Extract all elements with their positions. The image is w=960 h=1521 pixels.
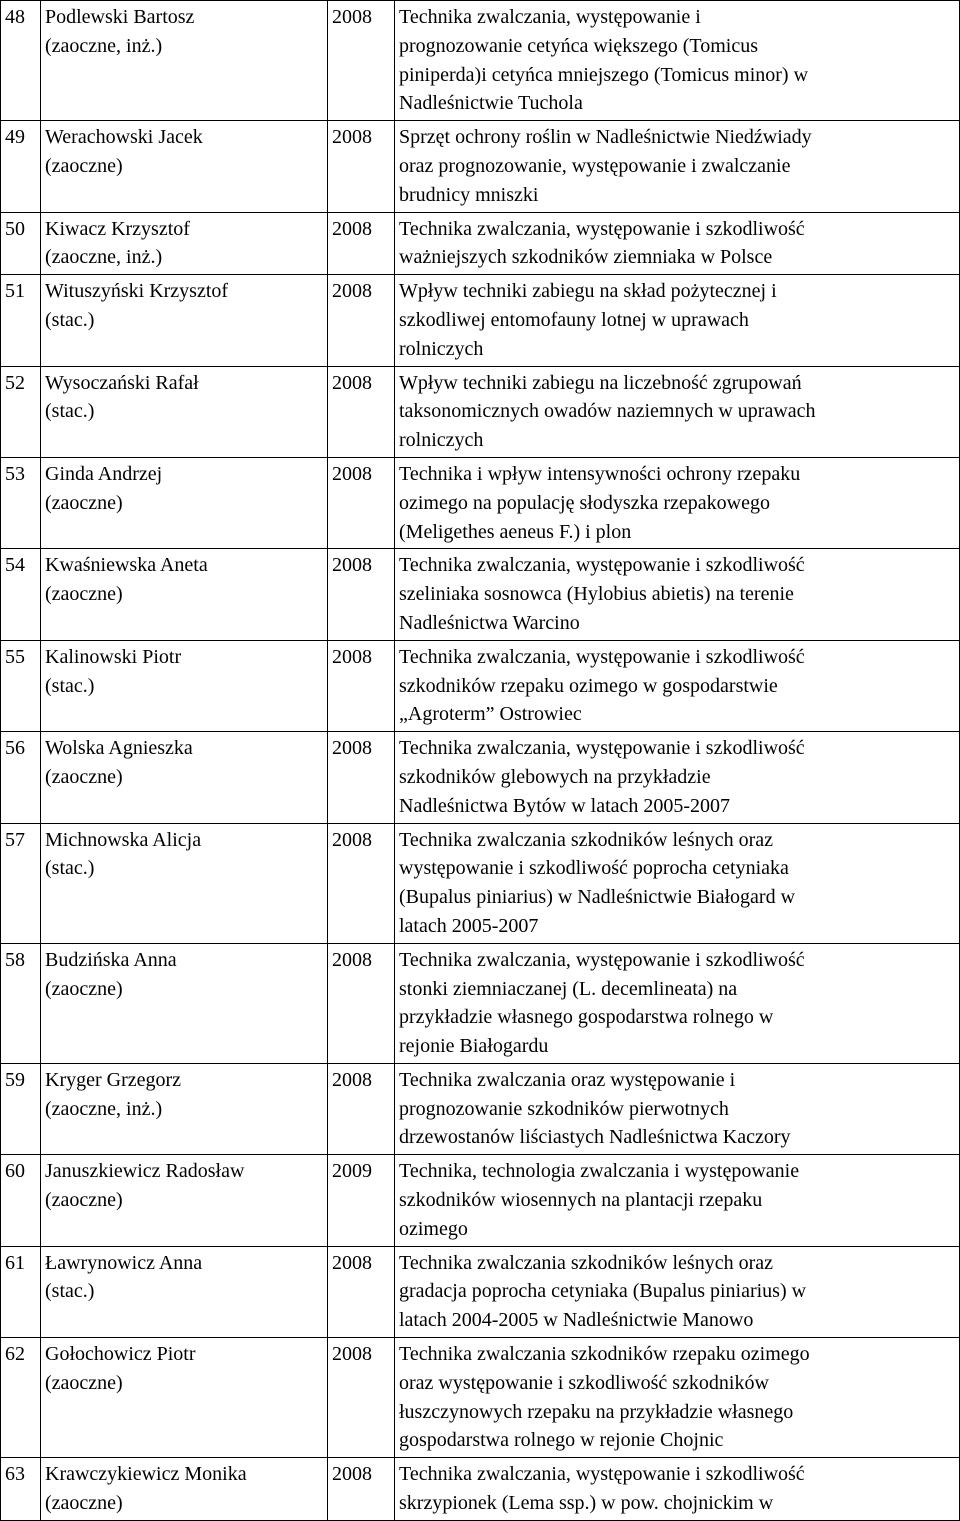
thesis-title-line: szeliniaka sosnowca (Hylobius abietis) na terenie <box>399 583 794 606</box>
study-mode: (zaoczne) <box>45 1189 123 1212</box>
study-mode: (zaoczne) <box>45 154 123 177</box>
row-number: 58 <box>1 943 41 1063</box>
thesis-title-line: występowanie i szkodliwość poprocha cetyniaka <box>399 857 789 880</box>
row-number: 57 <box>1 823 41 943</box>
row-number: 62 <box>1 1338 41 1458</box>
thesis-title-line: szkodliwej entomofauny lotnej w uprawach <box>399 308 749 331</box>
row-number: 61 <box>1 1246 41 1337</box>
table-row <box>1 549 960 640</box>
study-mode: (stac.) <box>45 308 95 331</box>
thesis-title-line: Technika zwalczania szkodników leśnych oraz <box>399 828 773 851</box>
student-cell <box>41 732 328 823</box>
year-cell: 2008 <box>328 1063 395 1154</box>
row-number: 59 <box>1 1063 41 1154</box>
thesis-title-line: Nadleśnictwa Warcino <box>399 611 580 634</box>
thesis-title <box>395 457 960 548</box>
student-cell <box>41 640 328 731</box>
thesis-title <box>395 366 960 457</box>
study-mode: (zaoczne, inż.) <box>45 246 163 269</box>
student-cell <box>41 549 328 640</box>
year-cell: 2008 <box>328 943 395 1063</box>
table-row <box>1 1246 960 1337</box>
thesis-title-line: łuszczynowych rzepaku na przykładzie własnego <box>399 1400 794 1423</box>
thesis-title-line: skrzypionek (Lema ssp.) w pow. chojnickim w <box>399 1492 774 1515</box>
thesis-title-line: latach 2005-2007 <box>399 914 539 937</box>
table-row <box>1 640 960 731</box>
study-mode: (stac.) <box>45 400 95 423</box>
year-cell: 2008 <box>328 549 395 640</box>
row-number: 49 <box>1 121 41 212</box>
year-cell: 2008 <box>328 823 395 943</box>
thesis-title-line: (Meligethes aeneus F.) i plon <box>399 520 632 543</box>
thesis-title-line: Technika zwalczania, występowanie i szkodliwość <box>399 737 805 760</box>
thesis-title <box>395 121 960 212</box>
thesis-title-line: drzewostanów liściastych Nadleśnictwa Kaczory <box>399 1126 791 1149</box>
year-cell: 2009 <box>328 1155 395 1246</box>
year-cell: 2008 <box>328 366 395 457</box>
table-row <box>1 121 960 212</box>
thesis-title-line: prognozowanie cetyńca większego (Tomicus <box>399 34 759 57</box>
table-row <box>1 1155 960 1246</box>
thesis-title-line: Technika zwalczania szkodników rzepaku ozimego <box>399 1343 810 1366</box>
student-name: Podlewski Bartosz <box>45 6 195 28</box>
student-cell <box>41 275 328 366</box>
thesis-title <box>395 1458 960 1521</box>
student-cell <box>41 823 328 943</box>
thesis-title-line: Nadleśnictwie Tuchola <box>399 92 583 115</box>
thesis-title-line: przykładzie własnego gospodarstwa rolnego w <box>399 1006 774 1029</box>
thesis-title-line: Technika zwalczania szkodników leśnych oraz <box>399 1251 773 1274</box>
student-name: Kwaśniewska Aneta <box>45 554 208 577</box>
table-row <box>1 943 960 1063</box>
thesis-title-line: Technika zwalczania, występowanie i szkodliwość <box>399 948 805 971</box>
student-cell <box>41 1063 328 1154</box>
student-cell <box>41 212 328 275</box>
study-mode: (stac.) <box>45 1280 95 1303</box>
thesis-title-line: Technika zwalczania oraz występowanie i <box>399 1068 736 1091</box>
thesis-title-line: piniperda)i cetyńca mniejszego (Tomicus minor) w <box>399 63 809 86</box>
student-cell <box>41 1 328 121</box>
thesis-title-line: Nadleśnictwa Bytów w latach 2005-2007 <box>399 794 731 817</box>
year-cell: 2008 <box>328 1458 395 1521</box>
student-name: Kiwacz Krzysztof <box>45 217 190 240</box>
student-cell <box>41 943 328 1063</box>
year-cell: 2008 <box>328 640 395 731</box>
student-name: Januszkiewicz Radosław <box>45 1160 245 1183</box>
student-cell <box>41 1246 328 1337</box>
thesis-title <box>395 275 960 366</box>
thesis-title-line: ważniejszych szkodników ziemniaka w Polsce <box>399 246 773 269</box>
student-name: Michnowska Alicja <box>45 828 202 851</box>
study-mode: (zaoczne, inż.) <box>45 1097 163 1120</box>
thesis-title-line: prognozowanie szkodników pierwotnych <box>399 1097 729 1120</box>
student-name: Wolska Agnieszka <box>45 737 193 760</box>
student-name: Wysoczański Rafał <box>45 371 199 394</box>
study-mode: (stac.) <box>45 857 95 880</box>
thesis-title-line: Technika zwalczania, występowanie i szkodliwość <box>399 1463 805 1486</box>
thesis-title-line: Technika zwalczania, występowanie i szkodliwość <box>399 554 805 577</box>
thesis-title-line: taksonomicznych owadów naziemnych w uprawach <box>399 400 816 423</box>
thesis-title <box>395 943 960 1063</box>
study-mode: (zaoczne) <box>45 491 123 514</box>
thesis-title-line: ozimego na populację słodyszka rzepakowego <box>399 491 770 514</box>
year-cell: 2008 <box>328 212 395 275</box>
student-cell <box>41 457 328 548</box>
row-number: 53 <box>1 457 41 548</box>
row-number: 63 <box>1 1458 41 1521</box>
table-row <box>1 275 960 366</box>
thesis-title <box>395 1063 960 1154</box>
student-name: Ginda Andrzej <box>45 462 163 485</box>
student-cell <box>41 1458 328 1521</box>
thesis-title <box>395 549 960 640</box>
thesis-title-line: Technika zwalczania, występowanie i szkodliwość <box>399 217 805 240</box>
thesis-title-line: Technika, technologia zwalczania i występowanie <box>399 1160 800 1183</box>
study-mode: (stac.) <box>45 674 95 697</box>
table-row <box>1 1458 960 1521</box>
thesis-title-line: gospodarstwa rolnego w rejonie Chojnic <box>399 1429 724 1452</box>
study-mode: (zaoczne) <box>45 583 123 606</box>
thesis-title-line: szkodników wiosennych na plantacji rzepaku <box>399 1189 763 1212</box>
student-name: Wituszyński Krzysztof <box>45 280 229 303</box>
year-cell: 2008 <box>328 732 395 823</box>
row-number: 60 <box>1 1155 41 1246</box>
student-name: Kalinowski Piotr <box>45 645 182 668</box>
student-cell <box>41 366 328 457</box>
year-cell: 2008 <box>328 457 395 548</box>
study-mode: (zaoczne) <box>45 977 123 1000</box>
thesis-title <box>395 1338 960 1458</box>
thesis-title <box>395 1246 960 1337</box>
thesis-title-line: Wpływ techniki zabiegu na liczebność zgrupowań <box>399 371 802 394</box>
study-mode: (zaoczne, inż.) <box>45 34 163 57</box>
thesis-title-line: ozimego <box>399 1217 468 1240</box>
year-cell: 2008 <box>328 1338 395 1458</box>
thesis-title-line: Technika zwalczania, występowanie i szkodliwość <box>399 645 805 668</box>
thesis-title-line: „Agroterm” Ostrowiec <box>399 703 582 726</box>
year-cell: 2008 <box>328 121 395 212</box>
student-name: Budzińska Anna <box>45 948 177 971</box>
table-row <box>1 1063 960 1154</box>
study-mode: (zaoczne) <box>45 765 123 788</box>
thesis-title <box>395 1155 960 1246</box>
table-row <box>1 1338 960 1458</box>
thesis-title-line: rolniczych <box>399 337 484 360</box>
row-number: 52 <box>1 366 41 457</box>
student-cell <box>41 1338 328 1458</box>
student-name: Gołochowicz Piotr <box>45 1343 196 1366</box>
row-number: 50 <box>1 212 41 275</box>
table-row <box>1 212 960 275</box>
thesis-title-line: stonki ziemniaczanej (L. decemlineata) na <box>399 977 738 1000</box>
thesis-title-line: szkodników rzepaku ozimego w gospodarstwie <box>399 674 778 697</box>
year-cell: 2008 <box>328 1246 395 1337</box>
thesis-title-line: Wpływ techniki zabiegu na skład pożytecznej i <box>399 280 777 303</box>
student-name: Ławrynowicz Anna <box>45 1251 203 1274</box>
thesis-title-line: oraz prognozowanie, występowanie i zwalczanie <box>399 154 791 177</box>
row-number: 48 <box>1 1 41 121</box>
thesis-table-body <box>1 1 960 1521</box>
thesis-title <box>395 732 960 823</box>
row-number: 51 <box>1 275 41 366</box>
thesis-title-line: Technika zwalczania, występowanie i <box>399 6 701 28</box>
table-row <box>1 457 960 548</box>
year-cell: 2008 <box>328 1 395 121</box>
table-row <box>1 823 960 943</box>
student-name: Krawczykiewicz Monika <box>45 1463 247 1486</box>
thesis-title-line: brudnicy mniszki <box>399 183 539 206</box>
thesis-title-line: szkodników glebowych na przykładzie <box>399 765 711 788</box>
year-cell: 2008 <box>328 275 395 366</box>
thesis-title <box>395 212 960 275</box>
row-number: 56 <box>1 732 41 823</box>
thesis-title-line: latach 2004-2005 w Nadleśnictwie Manowo <box>399 1309 754 1332</box>
thesis-title <box>395 640 960 731</box>
thesis-title-line: oraz występowanie i szkodliwość szkodników <box>399 1371 769 1394</box>
thesis-title-line: (Bupalus piniarius) w Nadleśnictwie Białogard w <box>399 886 796 909</box>
thesis-title-line: rolniczych <box>399 429 484 452</box>
thesis-title <box>395 1 960 121</box>
thesis-title-line: gradacja poprocha cetyniaka (Bupalus piniarius) w <box>399 1280 807 1303</box>
student-cell <box>41 1155 328 1246</box>
thesis-title-line: Sprzęt ochrony roślin w Nadleśnictwie Niedźwiady <box>399 126 812 149</box>
thesis-title-line: Technika i wpływ intensywności ochrony rzepaku <box>399 462 801 485</box>
table-row <box>1 1 960 121</box>
thesis-title-line: rejonie Białogardu <box>399 1035 549 1058</box>
row-number: 55 <box>1 640 41 731</box>
thesis-title <box>395 823 960 943</box>
student-name: Werachowski Jacek <box>45 126 203 149</box>
student-name: Kryger Grzegorz <box>45 1068 182 1091</box>
table-row <box>1 732 960 823</box>
row-number: 54 <box>1 549 41 640</box>
table-row <box>1 366 960 457</box>
student-cell <box>41 121 328 212</box>
study-mode: (zaoczne) <box>45 1371 123 1394</box>
study-mode: (zaoczne) <box>45 1492 123 1515</box>
